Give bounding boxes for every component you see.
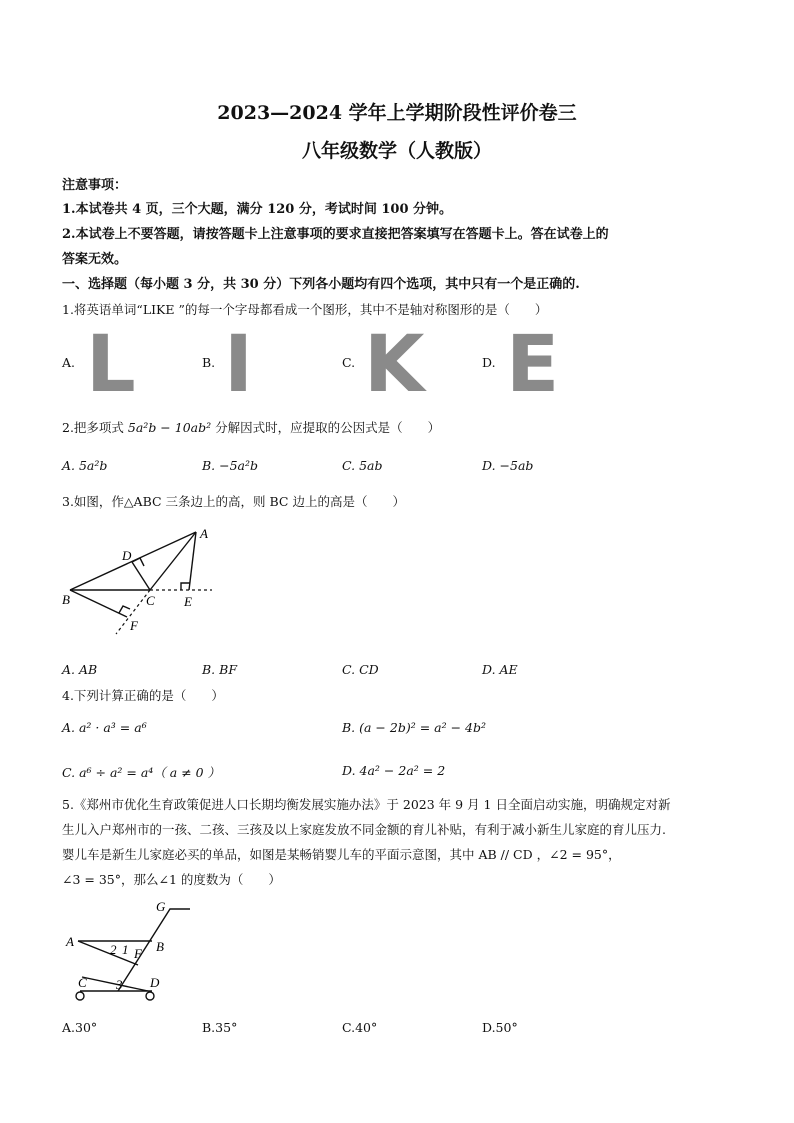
q1-option-b-letter: I	[224, 320, 254, 410]
q3-height-bf	[70, 590, 127, 617]
q1-option-c-label: C.	[342, 355, 356, 370]
q3-option-a: A. AB	[62, 662, 98, 677]
q1-stem: 1.将英语单词“LIKE ”的每一个字母都看成一个图形，其中不是轴对称图形的是（ ）	[62, 302, 548, 317]
q4-stem: 4.下列计算正确的是（ ）	[62, 688, 224, 703]
q2-option-a: A. 5a²b	[62, 458, 108, 473]
q4-option-a: A. a² · a³ = a⁶	[62, 720, 147, 735]
q5-label-a: A	[66, 934, 74, 949]
q5-strut-cd	[82, 977, 148, 991]
q4-option-c: C. a⁶ ÷ a² = a⁴（ a ≠ 0 ）	[62, 765, 221, 780]
q5-option-c: C.40°	[342, 1020, 378, 1035]
q5-label-b: B	[156, 939, 164, 954]
q5-wheel-c	[76, 992, 84, 1000]
q1-option-b-label: B.	[202, 355, 216, 370]
q5-wheel-d	[146, 992, 154, 1000]
q2-stem-post: 分解因式时，应提取的公因式是（ ）	[211, 420, 441, 435]
q5-angle-3: 3	[116, 977, 123, 992]
q5-label-f: F	[134, 946, 142, 961]
q5-label-d: D	[150, 975, 160, 990]
notes-heading: 注意事项：	[62, 178, 128, 193]
q1-option-d-letter: E	[506, 320, 560, 410]
q3-stem: 3.如图，作△ABC 三条边上的高，则 BC 边上的高是（ ）	[62, 494, 405, 509]
note-2-line-1: 2.本试卷上不要答题，请按答题卡上注意事项的要求直接把答案填写在答题卡上。答在试卷上的	[62, 227, 609, 242]
q3-height-ae	[189, 532, 196, 590]
q3-label-e: E	[184, 594, 192, 609]
q5-label-g: G	[156, 899, 166, 914]
q3-label-c: C	[146, 593, 155, 608]
q1-option-d-label: D.	[482, 355, 496, 370]
paper-subtitle: 八年级数学（人教版）	[301, 140, 492, 162]
q5-label-c: C	[78, 975, 87, 990]
q5-stroller-figure	[60, 895, 200, 1007]
q2-expression: 5a²b − 10ab²	[127, 420, 212, 435]
q5-angle-2: 2	[110, 942, 117, 957]
q2-option-d: D. −5ab	[482, 458, 534, 473]
q3-height-cd	[132, 562, 150, 590]
q3-label-b: B	[62, 592, 70, 607]
q3-side-ac	[150, 532, 196, 590]
q3-label-d: D	[122, 548, 132, 563]
q5-stem-line-2: 生儿入户郑州市的一孩、二孩、三孩及以上家庭发放不同金额的育儿补贴，有利于减小新生儿家庭的育儿压力.	[62, 822, 666, 837]
q3-figure	[60, 522, 230, 652]
q5-option-a: A.30°	[62, 1020, 98, 1035]
q3-right-angle-f	[119, 606, 130, 613]
q3-label-a: A	[200, 526, 208, 541]
q5-strut-af	[78, 941, 138, 965]
q5-stem-line-4: ∠3 = 35°，那么∠1 的度数为（ ）	[62, 872, 281, 887]
q2-stem	[62, 418, 440, 436]
q2-stem-pre: 2.把多项式	[62, 420, 128, 435]
q1-option-c-letter: K	[364, 320, 425, 410]
q4-option-d: D. 4a² − 2a² = 2	[342, 763, 446, 778]
paper-title: 2023—2024 学年上学期阶段性评价卷三	[217, 102, 577, 124]
q5-angle-1: 1	[122, 942, 129, 957]
q3-label-f: F	[130, 618, 138, 633]
q5-stem-line-3: 婴儿车是新生儿家庭必买的单品，如图是某畅销婴儿车的平面示意图，其中 AB // CD ，∠2 = 95°，	[62, 847, 621, 862]
section-1-heading: 一、选择题（每小题 3 分，共 30 分）下列各小题均有四个选项，其中只有一个是正确的.	[62, 277, 580, 292]
q5-stem-line-1: 5.《郑州市优化生育政策促进人口长期均衡发展实施办法》于 2023 年 9 月 1 日全面启动实施，明确规定对新	[62, 797, 671, 812]
q2-option-b: B. −5a²b	[202, 458, 259, 473]
q3-option-c: C. CD	[342, 662, 379, 677]
q5-option-b: B.35°	[202, 1020, 238, 1035]
q4-option-b: B. (a − 2b)² = a² − 4b²	[342, 720, 486, 735]
q5-option-d: D.50°	[482, 1020, 518, 1035]
q3-option-b: B. BF	[202, 662, 237, 677]
q3-option-d: D. AE	[482, 662, 518, 677]
q1-option-a-label: A.	[62, 355, 76, 370]
q2-option-c: C. 5ab	[342, 458, 383, 473]
q1-option-a-letter: L	[86, 320, 136, 410]
note-2-line-2: 答案无效。	[62, 252, 128, 267]
note-1: 1.本试卷共 4 页，三个大题，满分 120 分，考试时间 100 分钟。	[62, 202, 453, 217]
